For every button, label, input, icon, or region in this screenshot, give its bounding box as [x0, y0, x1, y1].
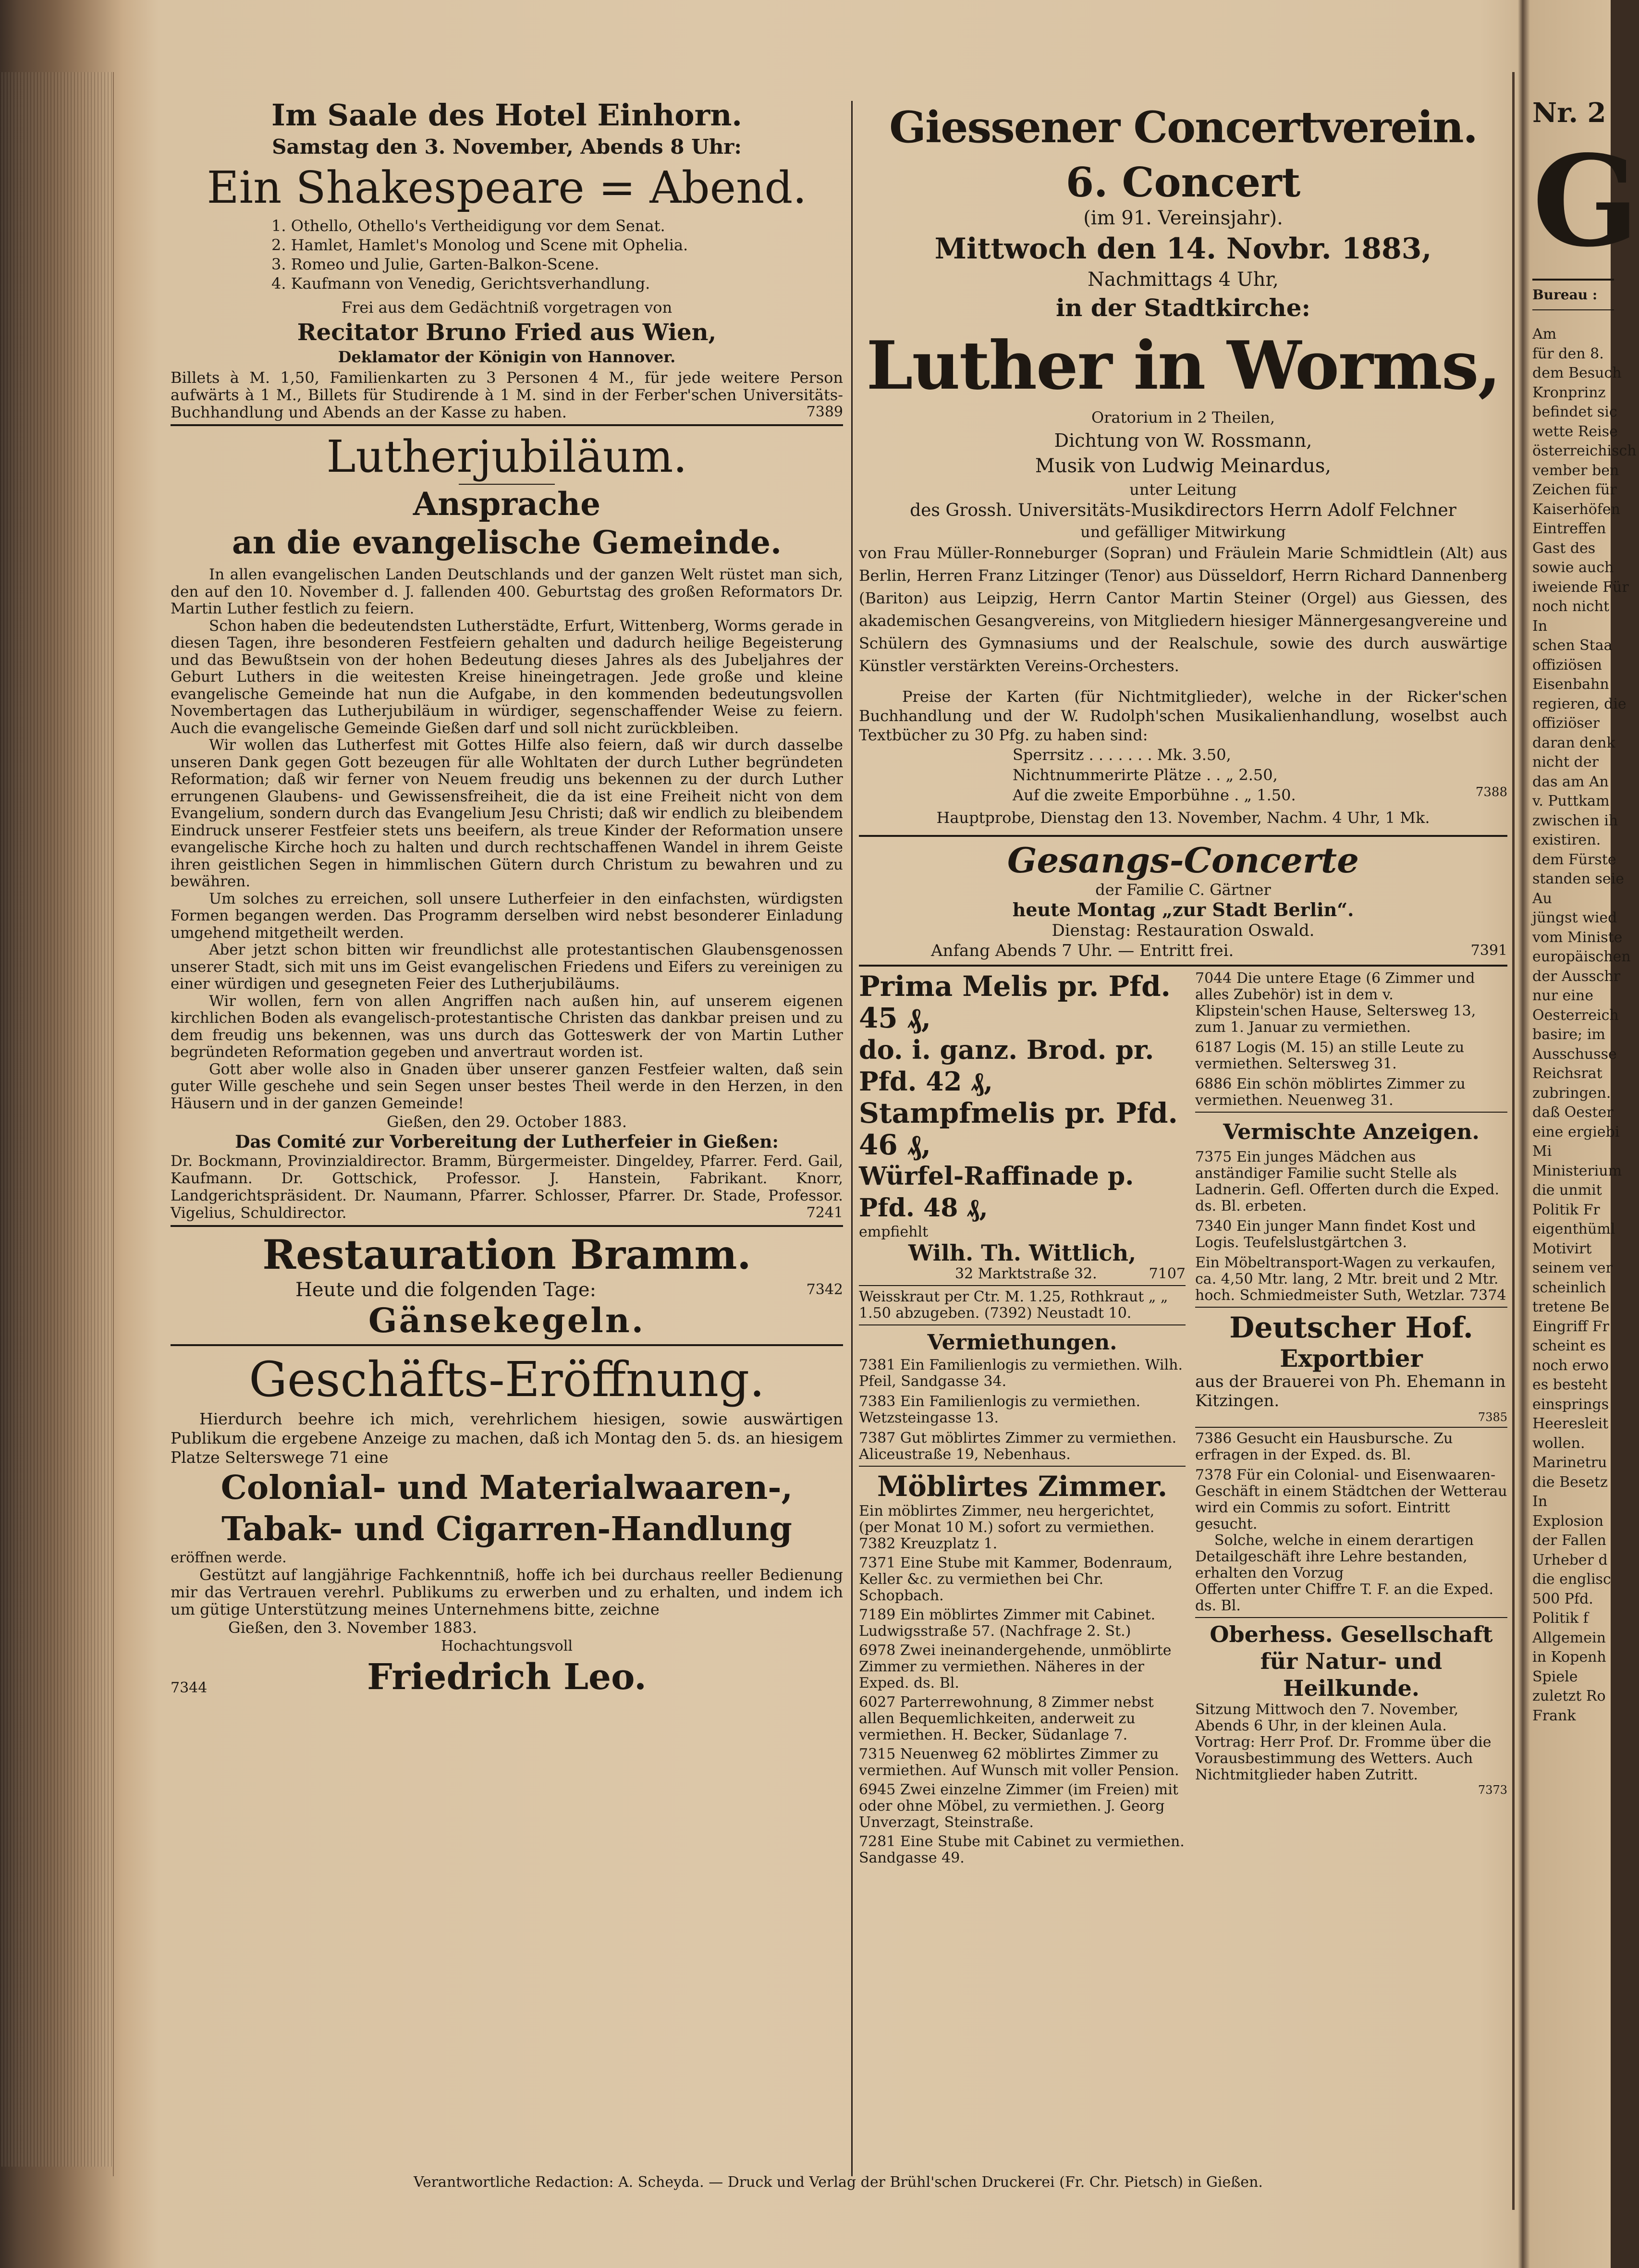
shop-type: Colonial- und Materialwaaren-,: [220, 1469, 793, 1507]
text-row: [859, 1265, 1186, 1282]
text-line: daran denk: [1532, 734, 1615, 751]
text-line: In: [1532, 617, 1548, 635]
text-line: Ministerium: [1532, 1162, 1622, 1179]
listing: 7315 Neuenweg 62 möblirtes Zimmer zu vermiethen. Auf Wunsch mit voller Pension.: [859, 1746, 1179, 1779]
ad-number: 7391: [1470, 942, 1507, 959]
work-title: Luther in Worms,: [866, 326, 1500, 405]
text-line: vember ben: [1532, 462, 1619, 479]
price-item: Sperrsitz . . . . . . . Mk. 3.50,: [1013, 746, 1231, 764]
event-title: Gänsekegeln.: [368, 1300, 646, 1340]
listing: Ein möblirtes Zimmer, neu hergerichtet, (per Monat 10 M.) sofort zu vermiethen. 7382 Kreuzplatz 1.: [859, 1503, 1155, 1552]
listing: Offerten unter Chiffre T. F. an die Exped. ds. Bl.: [1195, 1581, 1494, 1614]
article-body: [171, 566, 843, 1112]
text-line: Eingriff Fr: [1532, 1318, 1609, 1335]
text-line: dem Besuch: [1532, 365, 1622, 381]
ticket-info: Billets à M. 1,50, Familienkarten zu 3 Personen 4 M., für jede weitere Person aufwärts à 1 M., Billets für Studirende à 1 M. sind in der Ferber'schen Universitäts-Buchhandlung und Abends an der Kasse zu haben.: [171, 368, 843, 421]
ad-number: 7344: [171, 1680, 208, 1696]
listing: Sitzung Mittwoch den 7. November, Abends 6 Uhr, in der kleinen Aula. Vortrag: Herr Prof. Dr. Fromme über die Vorausbestimmung des Wetters. Auch Nichtmitglieder haben Zutritt.: [1195, 1701, 1492, 1783]
text-line: einsprings: [1532, 1396, 1609, 1413]
text-line: Zeichen für: [1532, 481, 1617, 498]
classifieds-left: [859, 970, 1186, 1866]
concert-time: Nachmittags 4 Uhr,: [1088, 269, 1279, 291]
signature: Friedrich Leo.: [367, 1656, 647, 1698]
text-line: Marinetru: [1532, 1454, 1607, 1471]
text-line: Kaiserhöfen: [1532, 501, 1620, 518]
text-line: seinem ver: [1532, 1260, 1613, 1276]
divider: [1195, 1112, 1507, 1113]
section-heading: Deutscher Hof.: [1229, 1311, 1473, 1345]
text-line: die Besetz: [1532, 1473, 1608, 1491]
divider: [1195, 1617, 1507, 1618]
text-line: wollen.: [1532, 1434, 1585, 1452]
text-line: der Ausschr: [1532, 968, 1621, 985]
text-line: unter Leitung: [1129, 480, 1237, 499]
text-line: befindet sic: [1532, 404, 1617, 420]
heading: Restauration Bramm.: [262, 1231, 751, 1278]
section-heading: Oberhess. Gesellschaft für Natur- und Heilkunde.: [1210, 1621, 1493, 1701]
paragraph: Schon haben die bedeutendsten Lutherstädte, Erfurt, Wittenberg, Worms gerade in diesen Tagen, ihre besonderen Festfeiern gehalten und dadurch heilige Begeisterung und das Bewußtsein von der hohen Bedeutung dieses Jahres als des Jubeljahres der Geburt Luthers in die weitesten Kreise hineingetragen. Jede große und kleine evangelische Gemeinde hat nun die Aufgabe, in den kommenden bedeutungsvollen Novembertagen das Lutherjubiläum in würdiger, segenschaffender Weise zu feiern. Auch die evangelische Gemeinde Gießen darf und soll nicht zurückbleiben.: [171, 617, 843, 737]
gesang-ad: [859, 841, 1507, 961]
listing: 7381 Ein Familienlogis zu vermiethen. Wilh. Pfeil, Sandgasse 34.: [859, 1357, 1183, 1390]
text-line: Reichsrat: [1532, 1065, 1602, 1082]
bureau-label: Bureau :: [1532, 287, 1598, 303]
program-list: [271, 216, 843, 293]
text-line: eine ergiebi: [1532, 1123, 1620, 1140]
subheading: an die evangelische Gemeinde.: [232, 524, 782, 561]
listing: 7189 Ein möblirtes Zimmer mit Cabinet. Ludwigsstraße 57. (Nachfrage 2. St.): [859, 1606, 1156, 1640]
luther-ad: [171, 430, 843, 1221]
ad-number: 7389: [806, 404, 843, 420]
cabbage-ad: Weisskraut per Ctr. M. 1.25, Rothkraut „ „ 1.50 abzugeben. (7392) Neustadt 10.: [859, 1288, 1168, 1322]
text-line: vom Ministe: [1532, 929, 1623, 946]
text-line: Eisenbahn: [1532, 676, 1609, 693]
subheading: 6. Concert: [1065, 159, 1301, 206]
text-line: nur eine: [1532, 987, 1593, 1004]
text-line: In: [1532, 1493, 1548, 1510]
text-line: Oratorium in 2 Theilen,: [1091, 408, 1275, 427]
text-line: des Grossh. Universitäts-Musikdirectors Herrn Adolf Felchner: [910, 501, 1456, 520]
text-line: zubringen.: [1532, 1084, 1611, 1102]
text-line: noch erwo: [1532, 1357, 1609, 1374]
text-line: die unmit: [1532, 1182, 1602, 1199]
text-line: eröffnen werde.: [171, 1549, 287, 1566]
listing: 6886 Ein schön möblirtes Zimmer zu vermiethen. Neuenweg 31.: [1195, 1076, 1466, 1109]
text-line: iweiende Für: [1532, 578, 1629, 596]
divider: [859, 1285, 1186, 1286]
program-item: 2. Hamlet, Hamlet's Monolog und Scene mit Ophelia.: [271, 236, 688, 254]
column-rule: [851, 101, 853, 2176]
article-fragment: [1532, 325, 1637, 1726]
divider: [171, 1225, 843, 1227]
section-heading: Möblirtes Zimmer.: [877, 1470, 1168, 1503]
text-line: Heeresleit: [1532, 1415, 1609, 1432]
subline: [171, 1279, 843, 1301]
text-line: v. Puttkam: [1532, 793, 1610, 809]
issue-number: Nr. 2: [1532, 97, 1606, 129]
text-line: tretene Be: [1532, 1299, 1610, 1315]
text-line: der Fallen: [1532, 1532, 1606, 1549]
text-line: eigenthüml: [1532, 1221, 1615, 1238]
paragraph: Wir wollen, fern von allen Angriffen nach außen hin, auf unserem eigenen kirchlichen Boden als evangelisch-protestantische Christen das dankbar preisen und zu dem freudig uns bekennen, was uns durch das Gotteswerk der von Martin Luther begründeten Reformation gegeben und anvertraut worden ist.: [171, 992, 843, 1061]
listing: 7383 Ein Familienlogis zu vermiethen. Wetzsteingasse 13.: [859, 1393, 1141, 1426]
text-line: Dienstag: Restauration Oswald.: [1052, 921, 1315, 940]
section-heading: Vermischte Anzeigen.: [1223, 1120, 1480, 1144]
text-line: jüngst wied: [1532, 909, 1617, 926]
shakespeare-ad: [171, 96, 843, 420]
performers: von Frau Müller-Ronneburger (Sopran) und Fräulein Marie Schmidtlein (Alt) aus Berlin, Herren Franz Litzinger (Tenor) aus Düsseldorf, Herrn Richard Dannenberg (Bariton) aus Leipzig, Herrn Cantor Martin Steiner (Orgel) aus Giessen, des akademischen Gesangvereins, von Mitgliedern hiesiger Männergesangvereine und Schülern des Gymnasiums und der Realschule, sowie des durch auswärtige Künstler verstärkten Vereins-Orchesters.: [859, 544, 1507, 675]
ad-number: 7107: [1149, 1265, 1186, 1282]
price-row: do. i. ganz. Brod. pr. Pfd. 42 ₰,: [859, 1034, 1154, 1097]
program-item: 4. Kaufmann von Venedig, Gerichtsverhandlung.: [271, 274, 650, 293]
text-line: Dichtung von W. Rossmann,: [1054, 430, 1312, 451]
bramm-ad: [171, 1231, 843, 1340]
text-line: Mi: [1532, 1143, 1552, 1160]
listing: 7044 Die untere Etage (6 Zimmer und alles Zubehör) ist in dem v. Klipstein'schen Hause, Seltersweg 13, zum 1. Januar zu vermiethen.: [1195, 970, 1476, 1036]
text-line: Heute und die folgenden Tage:: [295, 1279, 597, 1301]
event-title: Ein Shakespeare = Abend.: [207, 162, 807, 213]
price-row: Würfel-Raffinade p. Pfd. 48 ₰,: [859, 1162, 1134, 1223]
paragraph: Wir wollen das Lutherfest mit Gottes Hilfe also feiern, daß wir durch dasselbe unseren Dank gegen Gott bezeugen für alle Wohltaten der durch Luther begründeten Reformation; daß wir ferner von Neuem freudig uns bekennen zu der durch Luther errungenen Glaubens- und Gewissensfreiheit, die da ist eine Freiheit nicht von dem Evangelium, sondern durch das Evangelium Jesu Christi; daß wir endlich zu bleibendem Eindruck unserer Festfeier stets uns beeifern, als treue Kinder der Reformation unsere evangelische Kirche hoch zu halten und durch rechtschaffenen Wandel in ihrem Geiste ihren geistlichen Segen in himmlischen Gütern durch Christum zu bewahren und zu bewähren.: [171, 736, 843, 890]
imprint: Verantwortliche Redaction: A. Scheyda. — Druck und Verlag der Brühl'schen Druckerei (Fr. Chr. Pietsch) in Gießen.: [414, 2174, 1263, 2191]
heading: Gesangs-Concerte: [1007, 840, 1359, 881]
divider: [1195, 1307, 1507, 1308]
listing: 6978 Zwei ineinandergehende, unmöblirte Zimmer zu vermiethen. Näheres in der Exped. ds. Bl.: [859, 1642, 1172, 1692]
heading: Lutherjubiläum.: [326, 431, 687, 482]
ad-number: 7342: [806, 1281, 843, 1298]
text-line: daß Oester: [1532, 1104, 1614, 1121]
closing: Hochachtungsvoll: [441, 1638, 573, 1655]
text-line: wette Reise: [1532, 423, 1618, 440]
classifieds: [859, 970, 1507, 1866]
price-info: Preise der Karten (für Nichtmitglieder), welche in der Ricker'schen Buchhandlung und der W. Rudolph'schen Musikalienhandlung, woselbst auch Textbücher zu 30 Pfg. zu haben sind:: [859, 687, 1507, 744]
listing: 7378 Für ein Colonial- und Eisenwaaren-Geschäft in einem Städtchen der Wetterau wird ein Commis zu sofort. Eintritt gesucht.: [1195, 1467, 1507, 1532]
reciter-name: Recitator Bruno Fried aus Wien,: [297, 319, 717, 346]
divider: [859, 965, 1507, 967]
text-line: dem Fürste: [1532, 851, 1616, 868]
committee-names: Dr. Bockmann, Provinzialdirector. Bramm, Bürgermeister. Dingeldey, Pfarrer. Ferd. Gail, Kaufmann. Dr. Gottschick, Professor. J. Hanstein, Fabrikant. Knorr, Landgerichtspräsident. Dr. Naumann, Pfarrer. Schlosser, Pfarrer. Dr. Stade, Professor. Vigelius, Schuldirector.: [171, 1152, 843, 1222]
text-line: Deklamator der Königin von Hannover.: [338, 348, 676, 366]
divider: [171, 1344, 843, 1346]
text-line: der Familie C. Gärtner: [1095, 881, 1271, 899]
text-line: sowie auch: [1532, 559, 1614, 576]
text-line: Spiele: [1532, 1668, 1578, 1685]
text-line: Ausschusse: [1532, 1045, 1617, 1063]
text-line: Explosion: [1532, 1512, 1604, 1530]
text-line: Kronprinz: [1532, 384, 1606, 401]
text-line: österreichisch: [1532, 442, 1637, 459]
paragraph: Gestützt auf langjährige Fachkenntniß, hoffe ich bei durchaus reeller Bedienung mir das Vertrauen verehrl. Publikums zu erwerben und zu erhalten, und indem ich um gütige Unterstützung meines Unternehmens bitte, zeichne: [171, 1566, 843, 1618]
committee-heading: Das Comité zur Vorbereitung der Lutherfeier in Gießen:: [235, 1132, 779, 1152]
listing: 6027 Parterrewohnung, 8 Zimmer nebst allen Bequemlichkeiten, anderweit zu vermiethen. H. Becker, Südanlage 7.: [859, 1694, 1154, 1743]
paragraph: Aber jetzt schon bitten wir freundlichst alle protestantischen Glaubensgenossen unserer Stadt, sich mit uns im Geist evangelischen Friedens und Eifers zu vereinigen zu einer würdigen und gesegneten Feier des Lutherjubiläums.: [171, 941, 843, 993]
shop-type: Tabak- und Cigarren-Handlung: [221, 1510, 792, 1548]
text-line: Frei aus dem Gedächtniß vorgetragen von: [341, 298, 673, 317]
date-line: Gießen, den 3. November 1883.: [228, 1618, 477, 1637]
product-name: Exportbier: [1280, 1344, 1423, 1373]
text-line: Musik von Ludwig Meinardus,: [1035, 455, 1332, 477]
text-line: noch nicht: [1532, 598, 1610, 615]
text-line: empfiehlt: [859, 1224, 929, 1240]
price-row: Stampfmelis pr. Pfd. 46 ₰,: [859, 1097, 1178, 1161]
price-item: Auf die zweite Emporbühne . „ 1.50.: [1013, 786, 1296, 804]
ad-number: 7241: [806, 1204, 843, 1221]
text-line: Allgemein: [1532, 1629, 1606, 1646]
text-line: es besteht: [1532, 1376, 1608, 1393]
concert-date: Mittwoch den 14. Novbr. 1883,: [934, 232, 1432, 266]
price-item: Nichtnummerirte Plätze . . „ 2.50,: [1013, 766, 1278, 784]
ad-number: 7385: [1478, 1410, 1507, 1424]
text-line: europäischen: [1532, 948, 1631, 965]
event-date: Samstag den 3. November, Abends 8 Uhr:: [272, 135, 742, 159]
text-line: die englisc: [1532, 1571, 1611, 1588]
text-line: Gast des: [1532, 539, 1596, 557]
program-item: 3. Romeo und Julie, Garten-Balkon-Scene.: [271, 255, 599, 273]
concert-ad: [859, 96, 1507, 831]
text-line: zuletzt Ro: [1532, 1688, 1606, 1704]
listing: 7281 Eine Stube mit Cabinet zu vermiethen. Sandgasse 49.: [859, 1833, 1185, 1866]
text-line: Au: [1532, 890, 1552, 907]
paragraph: Um solches zu erreichen, soll unsere Lutherfeier in den einfachsten, würdigsten Formen begangen werden. Das Programm derselben wird nebst besonderer Einladung umgehend mitgetheilt werden.: [171, 890, 843, 942]
listing: 7387 Gut möblirtes Zimmer zu vermiethen. Aliceustraße 19, Nebenhaus.: [859, 1430, 1177, 1463]
listing: 7371 Eine Stube mit Kammer, Bodenraum, Keller &c. zu vermiethen bei Chr. Schopbach.: [859, 1555, 1173, 1604]
divider: [859, 1466, 1186, 1467]
divider: [859, 1324, 1186, 1325]
price-row: Prima Melis pr. Pfd. 45 ₰,: [859, 970, 1171, 1034]
listing: Ein Möbeltransport-Wagen zu verkaufen, ca. 4,50 Mtr. lang, 2 Mtr. breit und 2 Mtr. hoch. Schmiedmeister Suth, Wetzlar. 7374: [1195, 1254, 1506, 1304]
listing: 6187 Logis (M. 15) an stille Leute zu vermiethen. Seltersweg 31.: [1195, 1039, 1465, 1072]
text-line: schen Staa: [1532, 637, 1613, 654]
venue-heading: Im Saale des Hotel Einhorn.: [271, 98, 742, 133]
column-left: [171, 96, 843, 1696]
rehearsal: Hauptprobe, Dienstag den 13. November, Nachm. 4 Uhr, 1 Mk.: [936, 809, 1430, 827]
listing: 7375 Ein junges Mädchen aus anständiger Familie sucht Stelle als Ladnerin. Gefl. Offerten durch die Exped. ds. Bl. erbeten.: [1195, 1149, 1500, 1214]
divider: [171, 424, 843, 426]
text-line: offiziöser: [1532, 715, 1600, 732]
text-line: Am: [1532, 326, 1557, 343]
text-line: aus der Brauerei von Ph. Ehemann in Kitzingen.: [1195, 1372, 1506, 1410]
paragraph: In allen evangelischen Landen Deutschlands und der ganzen Welt rüstet man sich, den auf den 10. November d. J. fallenden 400. Geburtstag des großen Reformators Dr. Martin Luther festlich zu feiern.: [171, 566, 843, 617]
listing: 6945 Zwei einzelne Zimmer (im Freien) mit oder ohne Möbel, zu vermiethen. J. Georg Unverzagt, Steinstraße.: [859, 1781, 1178, 1831]
text-line: Oesterreich: [1532, 1006, 1619, 1024]
text-line: heute Montag „zur Stadt Berlin“.: [1012, 899, 1354, 920]
text-row: [859, 941, 1507, 961]
merchant-name: Wilh. Th. Wittlich,: [908, 1240, 1137, 1266]
classifieds-right: [1195, 970, 1507, 1866]
listing: Solche, welche in einem derartigen Detailgeschäft ihre Lehre bestanden, erhalten den Vorzug: [1195, 1532, 1474, 1581]
divider: [1532, 309, 1614, 310]
paragraph: Gott aber wolle also in Gnaden über unserer ganzen Festfeier walten, daß sein guter Wille geschehe und sein Segen unser bestes Theil werde in den Herzen, in den Häusern und in der ganzen Gemeinde!: [171, 1060, 843, 1112]
text-line: und gefälliger Mitwirkung: [1080, 523, 1286, 541]
text-line: für den 8.: [1532, 345, 1604, 362]
ad-number: 7373: [1478, 1783, 1507, 1797]
heading: Giessener Concertverein.: [889, 102, 1477, 153]
text-line: basire; im: [1532, 1026, 1605, 1043]
masthead-fragment: G: [1532, 128, 1639, 275]
paragraph: Hierdurch beehre ich mich, verehrlichem hiesigen, sowie auswärtigen Publikum die ergebene Anzeige zu machen, daß ich Montag den 5. ds. an hiesigem Platze Selterswege 71 eine: [171, 1410, 843, 1467]
text-line: Politik f: [1532, 1610, 1589, 1627]
date-line: Gießen, den 29. October 1883.: [386, 1113, 627, 1131]
divider: [1195, 1427, 1507, 1428]
column-next-page: [1532, 96, 1639, 1726]
text-line: Eintreffen: [1532, 520, 1606, 537]
text-line: in Kopenh: [1532, 1649, 1606, 1666]
listing: 7386 Gesucht ein Hausbursche. Zu erfragen in der Exped. ds. Bl.: [1195, 1430, 1453, 1463]
column-middle: [859, 96, 1507, 1866]
text-line: scheinlich: [1532, 1279, 1606, 1296]
program-item: 1. Othello, Othello's Vertheidigung vor dem Senat.: [271, 217, 665, 235]
text-line: existiren.: [1532, 832, 1601, 848]
text-line: nicht der: [1532, 754, 1599, 771]
text-line: scheint es: [1532, 1337, 1606, 1354]
text-line: das am An: [1532, 773, 1609, 790]
concert-place: in der Stadtkirche:: [1056, 294, 1310, 322]
divider: [859, 835, 1507, 837]
text-line: Anfang Abends 7 Uhr. — Entritt frei.: [931, 941, 1234, 960]
address: 32 Marktstraße 32.: [955, 1265, 1097, 1282]
text-line: Politik Fr: [1532, 1201, 1600, 1218]
subheading: Ansprache: [413, 485, 601, 523]
page-stack-edges: [0, 72, 113, 2167]
text-line: 500 Pfd.: [1532, 1590, 1593, 1607]
text-line: standen seie: [1532, 870, 1624, 887]
text-line: Frank: [1532, 1707, 1576, 1724]
text-line: offiziösen: [1532, 656, 1602, 674]
leo-ad: [171, 1350, 843, 1696]
section-heading: Vermiethungen.: [927, 1330, 1117, 1355]
ad-number: 7388: [1475, 785, 1507, 799]
listing: 7340 Ein junger Mann findet Kost und Logis. Teufelslustgärtchen 3.: [1195, 1218, 1476, 1251]
page-gutter: [1512, 72, 1515, 2210]
text-line: (im 91. Vereinsjahr).: [1083, 207, 1283, 229]
heading: Geschäfts-Eröffnung.: [249, 1351, 765, 1408]
text-line: Motivirt: [1532, 1240, 1592, 1257]
text-line: regieren, die: [1532, 695, 1627, 712]
text-line: Urheber d: [1532, 1551, 1608, 1569]
text-line: zwischen ih: [1532, 812, 1618, 829]
